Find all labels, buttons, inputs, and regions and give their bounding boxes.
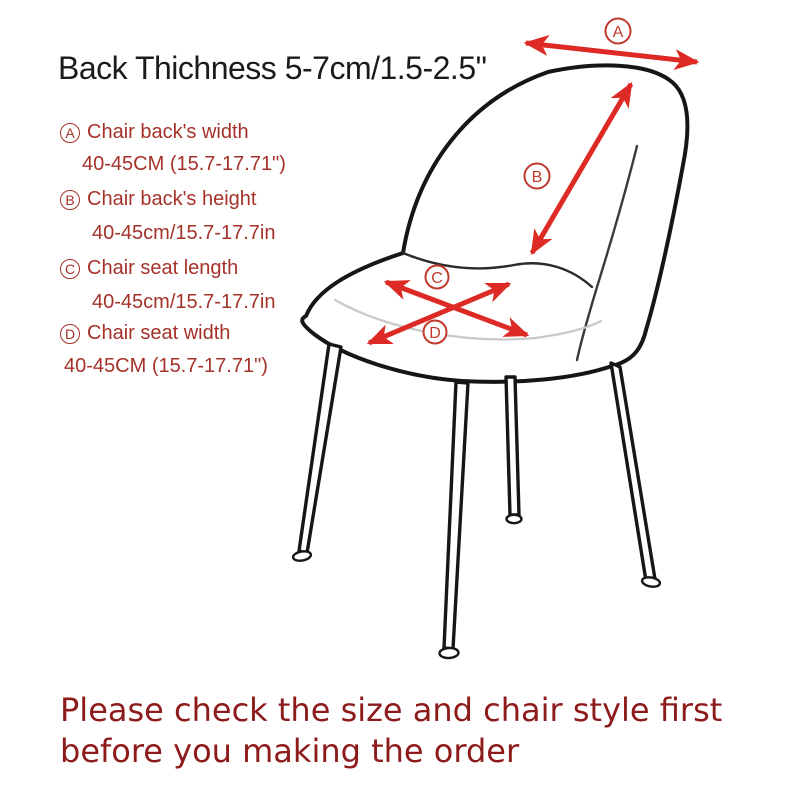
marker-c-letter: C — [431, 270, 443, 287]
marker-a-letter: A — [612, 24, 624, 41]
chair-body-outline — [302, 65, 687, 381]
left-leg-foot — [292, 550, 311, 562]
spec-a-label-text: Chair back's width — [87, 121, 249, 143]
circled-letter-d: D — [60, 324, 80, 344]
spec-c-value: 40-45cm/15.7-17.7in — [92, 291, 276, 313]
marker-d — [424, 321, 447, 344]
spec-d-label — [60, 322, 230, 345]
front-leg-foot — [439, 648, 458, 659]
left-leg — [299, 344, 341, 553]
right-leg — [611, 363, 655, 581]
spec-d-value: 40-45CM (15.7-17.71") — [64, 355, 268, 377]
arrow-a-back-width — [526, 43, 697, 62]
inner-leg-foot — [507, 515, 522, 523]
marker-c — [426, 266, 449, 289]
marker-a — [606, 19, 631, 44]
marker-b-letter: B — [531, 169, 543, 186]
marker-b — [525, 164, 550, 189]
chair-outline — [302, 65, 687, 381]
spec-b-value: 40-45cm/15.7-17.7in — [92, 222, 276, 244]
chair-legs — [292, 344, 660, 658]
circled-letter-c: C — [60, 259, 80, 279]
circled-letter-a: A — [60, 123, 80, 143]
spec-b-label — [60, 188, 256, 211]
circled-letter-b: B — [60, 190, 80, 210]
warning-line-1: Please check the size and chair style first — [60, 691, 723, 729]
spec-c-label — [60, 257, 238, 280]
spec-c-label-text: Chair seat length — [87, 257, 239, 279]
spec-a-label — [60, 121, 249, 144]
right-leg-foot — [641, 576, 660, 588]
inner-leg — [506, 377, 519, 515]
spec-b-label-text: Chair back's height — [87, 188, 257, 210]
front-leg — [444, 382, 468, 649]
page-title: Back Thichness 5-7cm/1.5-2.5" — [58, 50, 487, 86]
order-warning-note — [60, 690, 722, 772]
warning-line-2: before you making the order — [60, 732, 520, 770]
spec-a-value: 40-45CM (15.7-17.71") — [82, 153, 286, 175]
marker-d-letter: D — [429, 325, 441, 342]
spec-d-label-text: Chair seat width — [87, 322, 231, 344]
